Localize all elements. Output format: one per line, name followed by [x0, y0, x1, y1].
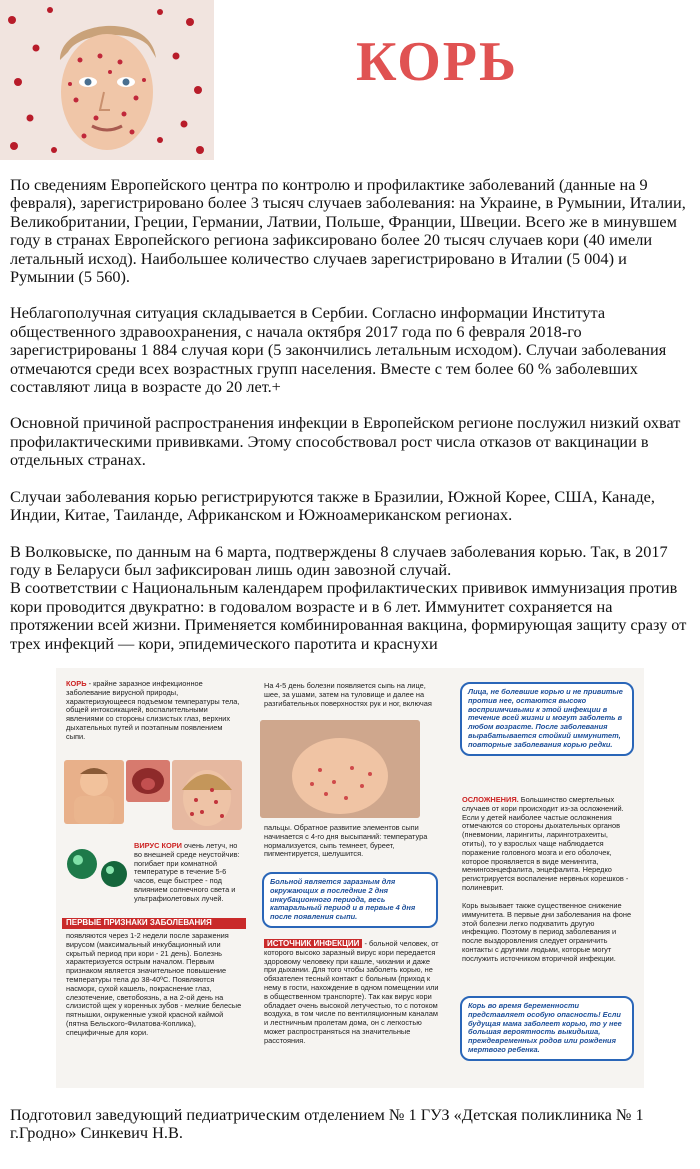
- poster-heading-measles: КОРЬ: [66, 679, 87, 688]
- poster-heading-virus: ВИРУС КОРИ: [134, 841, 182, 850]
- rash-body-photo: [260, 720, 420, 818]
- poster-symptoms-text: появляются через 1-2 недели после заражения вирусом (максимальный инкубационный или скрытый период при кори - 21 день). Болезнь характеризуется острым началом. Первым признаком является значительное повышение температуры тела до 38-40ºС. Появляются насморк, сухой кашель, покраснение глаз, слезотечение, светобоязнь, а на 2-ой день на слизистой щек у коренных зубов - мелкие белесые пятнышки, окруженные узкой красной каймой (пятна Бельского-Филатова-Коплика), специфичные для кори.: [66, 931, 242, 1037]
- poster-heading-symptoms: ПЕРВЫЕ ПРИЗНАКИ ЗАБОЛЕВАНИЯ: [62, 918, 246, 929]
- paragraph-vaccination: В соответствии с Национальным календарем профилактических прививок иммунизация против кори проводится двукратно: в годовалом возрасте и в 6 лет. Иммунитет сохраняется на протяжении всей жизни. Применяется комбинированная вакцина, формирующая защиту сразу от трех инфекций — кори, эпидемического паротита и краснухи: [10, 578, 687, 653]
- throat-photo: [126, 760, 170, 802]
- virus-illustration: [62, 840, 132, 894]
- poster-contagious-box: Больной является заразным для окружающих в последние 2 дня инкубационного периода, весь катаральный период и в первые 4 дня после появления сыпи.: [262, 872, 438, 928]
- child-photo: [64, 760, 124, 824]
- poster-complications-text: Большинство смертельных случаев от кори происходит из-за осложнений. Если у детей наиболее частые осложнения отмечаются со стороны дыхательных органов (пневмонии, ларингиты, ларинготрахеиты, отиты), то у взрослых чаще наблюдается поражение головного мозга и его оболочек, которое проявляется в виде менингита, менингоэнцефалита, энцефалита. Нередко регистрируется воспаление нервных корешков - полиневрит.: [462, 795, 629, 892]
- poster-heading-complications: ОСЛОЖНЕНИЯ.: [462, 795, 519, 804]
- poster-immunity-text: Корь вызывает также существенное снижение иммунитета. В первые дни заболевания на фоне этой болезни легко подхватить другую инфекцию. Поэтому в период заболевания и после выздоровления следует ограничить контакты с другими людьми, которые могут послужить источником вторичной инфекции.: [462, 901, 632, 963]
- paragraph-world: Случаи заболевания корью регистрируются также в Бразилии, Южной Корее, США, Канаде, Индии, Китае, Таиланде, Африканском и Южноамериканском регионах.: [10, 486, 655, 525]
- poster-source-text: - больной человек, от которого высоко заразный вирус кори передается здоровому человеку при кашле, чихании и даже при дыхании. Для того чтобы заболеть корью, не обязателен тесный контакт с больным (приход к нему в гости, нахождение в одном помещении или в общественном транспорте). Так как вирус кори обладает очень высокой летучестью, то с потоком воздуха, в том числе по вентиляционным каналам и лестничным пролетам дома, он с легкостью может распространяться на значительные расстояния.: [264, 939, 439, 1045]
- paragraph-europe: По сведениям Европейского центра по контролю и профилактике заболеваний (данные на 9 февраля), зарегистрировано более 3 тысяч случаев заболевания: на Украине, в Румынии, Италии, Великобритании, Греции, Германии, Латвии, Польше, Франции, Швеции. Всего же в минувшем году в странах Европейского региона зафиксировано более 20 тысяч случаев кори (40 имели летальный исход). Наибольшее количество случаев зарегистрировано в Италии (5 004) и Румынии (5 560).: [10, 175, 686, 287]
- poster-complications: [462, 796, 634, 893]
- footer-author: Подготовил заведующий педиатрическим отделением № 1 ГУЗ «Детская поликлиника № 1 г.Гродно» Синкевич Н.В.: [10, 1105, 644, 1143]
- poster-rash-text: На 4-5 день болезни появляется сыпь на лице, шее, за ушами, затем на туловище и далее на разгибательных поверхностях рук и ног, включая: [264, 681, 432, 708]
- poster-column-2: [252, 668, 448, 1088]
- poster-column-3: [448, 668, 644, 1088]
- poster-pregnancy-box: Корь во время беременности представляет особую опасность! Если будущая мама заболеет корью, то у нее большая вероятность выкидыша, преждевременных родов или рождения мертвого ребенка.: [460, 996, 634, 1061]
- poster-intro: [66, 680, 242, 742]
- poster-intro-text: - крайне заразное инфекционное заболевание вирусной природы, характеризующееся подъемом температуры тела, общей интоксикацией, воспалительными явлениями со стороны слизистых глаз, верхних дыхательных путей и поэтапным появлением сыпи.: [66, 679, 240, 741]
- hero-photo: [0, 0, 214, 160]
- poster-virus: [134, 842, 244, 904]
- poster-virus-text: очень летуч, но во внешней среде неустойчив: погибает при комнатной температуре в течение 5-6 часов, еще быстрее - под влиянием солнечного света и ультрафиолетовых лучей.: [134, 841, 240, 903]
- poster-source: [264, 940, 442, 1046]
- poster-column-1: [56, 668, 252, 1088]
- poster-rash-regression: пальцы. Обратное развитие элементов сыпи начинается с 4-го дня высыпаний: температура нормализуется, сыпь темнеет, буреет, пигментируется, шелушится.: [264, 823, 428, 859]
- article-body: [10, 176, 692, 653]
- rash-face-photo: [172, 760, 242, 830]
- paragraph-serbia: Неблагополучная ситуация складывается в Сербии. Согласно информации Института общественного здравоохранения, с начала октября 2017 года по 6 февраля 2018-го зарегистрированы 1 884 случая кори (5 закончились летальным исходом). Случаи заболевания отмечаются среди всех возрастных групп населения. Вместе с тем более 60 % заболевших составляют лица в возрасте до 20 лет.+: [10, 303, 667, 397]
- paragraph-causes: Основной причиной распространения инфекции в Европейском регионе послужил низкий охват профилактическими прививками. Этому способствовал рост числа отказов от вакцинации в отдельных странах.: [10, 413, 681, 470]
- poster-heading-source: ИСТОЧНИК ИНФЕКЦИИ: [264, 939, 362, 948]
- info-poster: [56, 668, 644, 1088]
- measles-patient-illustration: [0, 0, 214, 160]
- poster-immunity-box: Лица, не болевшие корью и не привитые против нее, остаются высоко восприимчивыми к этой инфекции в течение всей жизни и могут заболеть в любом возрасте. После заболевания вырабатывается стойкий иммунитет, повторные заболевания корью редки.: [460, 682, 634, 756]
- paragraph-volkovysk: В Волковыске, по данным на 6 марта, подтверждены 8 случаев заболевания корью. Так, в 2017 году в Беларуси был зафиксирован лишь один завозной случай.: [10, 541, 668, 579]
- page-title: КОРЬ: [356, 31, 518, 93]
